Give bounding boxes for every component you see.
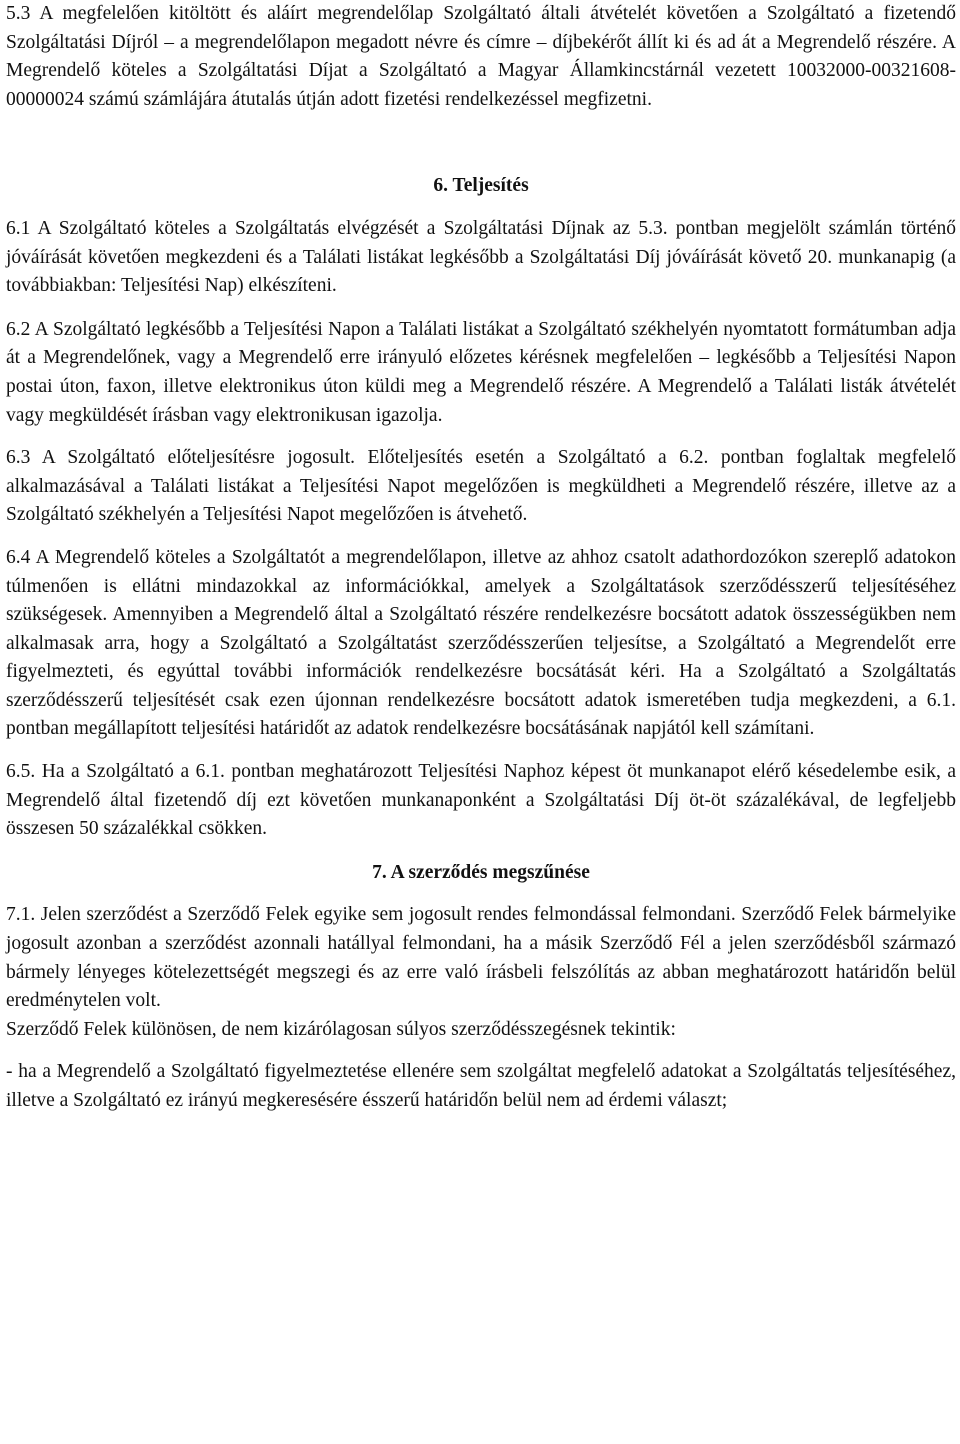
paragraph-7-1-severe-breach-intro: Szerződő Felek különösen, de nem kizárólagosan súlyos szerződésszegésnek tekintik: <box>6 1018 676 1040</box>
paragraph-6-2: 6.2 A Szolgáltató legkésőbb a Teljesítési Napon a Találati listákat a Szolgáltató székhelyén nyomtatott formátumban adja át a Megrendelőnek, vagy a Megrendelő erre irányuló előzetes kérésnek megfelelően – legkésőbb a Teljesítési Napon postai úton, faxon, illetve elektronikus úton küldi meg a Megrendelő részére. A Megrendelő a Találati listák átvételét vagy megküldését írásban vagy elektronikusan igazolja. <box>6 318 956 426</box>
paragraph-5-3: 5.3 A megfelelően kitöltött és aláírt megrendelőlap Szolgáltató általi átvételét követően a Szolgáltató a fizetendő Szolgáltatási Díjról – a megrendelőlapon megadott névre és címre – díjbekérőt állít ki és ad át a Megrendelő részére. A Megrendelő köteles a Szolgáltatási Díjat a Szolgáltató a Magyar Államkincstárnál vezetett 10032000-00321608-00000024 számú számlájára átutalás útján adott fizetési rendelkezéssel megfizetni. <box>6 3 956 110</box>
paragraph-7-1-list-item: - ha a Megrendelő a Szolgáltató figyelmeztetése ellenére sem szolgáltat megfelelő adatokat a Szolgáltatás teljesítéséhez, illetve a Szolgáltató ez irányú megkeresésére ésszerű határidőn belül nem ad érdemi választ; <box>6 1061 956 1111</box>
document-page <box>6 0 956 1116</box>
paragraph-7-1: 7.1. Jelen szerződést a Szerződő Felek egyike sem jogosult rendes felmondással felmondani. Szerződő Felek bármelyike jogosult azonban a szerződést azonnali hatállyal felmondani, ha a másik Szerződő Fél a jelen szerződésből származó bármely lényeges kötelezettségét megszegi és az erre való írásbeli felszólítás az abban meghatározott határidőn belül eredménytelen volt. <box>6 904 956 1012</box>
section-heading-6: 6. Teljesítés <box>433 175 529 197</box>
paragraph-6-3: 6.3 A Szolgáltató előteljesítésre jogosult. Előteljesítés esetén a Szolgáltató a 6.2. pontban foglaltak megfelelő alkalmazásával a Találati listákat a Teljesítési Napot megelőzően is megküldheti a Megrendelő részére, illetve az a Szolgáltató székhelyén a Teljesítési Napot megelőzően is átvehető. <box>6 447 956 526</box>
section-heading-7: 7. A szerződés megszűnése <box>372 861 590 883</box>
paragraph-6-4: 6.4 A Megrendelő köteles a Szolgáltatót a megrendelőlapon, illetve az ahhoz csatolt adathordozókon szereplő adatokon túlmenően is ellátni mindazokkal az információkkal, amelyek a Szolgáltatások szerződésszerű teljesítéséhez szükségesek. Amennyiben a Megrendelő által a Szolgáltató részére rendelkezésre bocsátott adatok összességükben nem alkalmasak arra, hogy a Szolgáltató a Szolgáltatást szerződésszerűen teljesítse, a Szolgáltató a Megrendelőt erre figyelmezteti, és egyúttal további információk rendelkezésre bocsátását kéri. Ha a Szolgáltató a Szolgáltatás szerződésszerű teljesítését csak ezen újonnan rendelkezésre bocsátott adatok ismeretében tudja megkezdeni, a 6.1. pontban megállapított teljesítési határidőt az adatok rendelkezésre bocsátásának napjától kell számítani. <box>6 546 956 740</box>
paragraph-6-5: 6.5. Ha a Szolgáltató a 6.1. pontban meghatározott Teljesítési Naphoz képest öt munkanapot elérő késedelembe esik, a Megrendelő által fizetendő díj ezt követően munkanaponként a Szolgáltatási Díj öt-öt százalékával, de legfeljebb összesen 50 százalékkal csökken. <box>6 761 956 840</box>
paragraph-6-1: 6.1 A Szolgáltató köteles a Szolgáltatás elvégzését a Szolgáltatási Díjnak az 5.3. pontban megjelölt számlán történő jóváírását követően megkezdeni és a Találati listákat legkésőbb a Szolgáltatási Díj jóváírását követő 20. munkanapig (a továbbiakban: Teljesítési Nap) elkészíteni. <box>6 217 956 297</box>
